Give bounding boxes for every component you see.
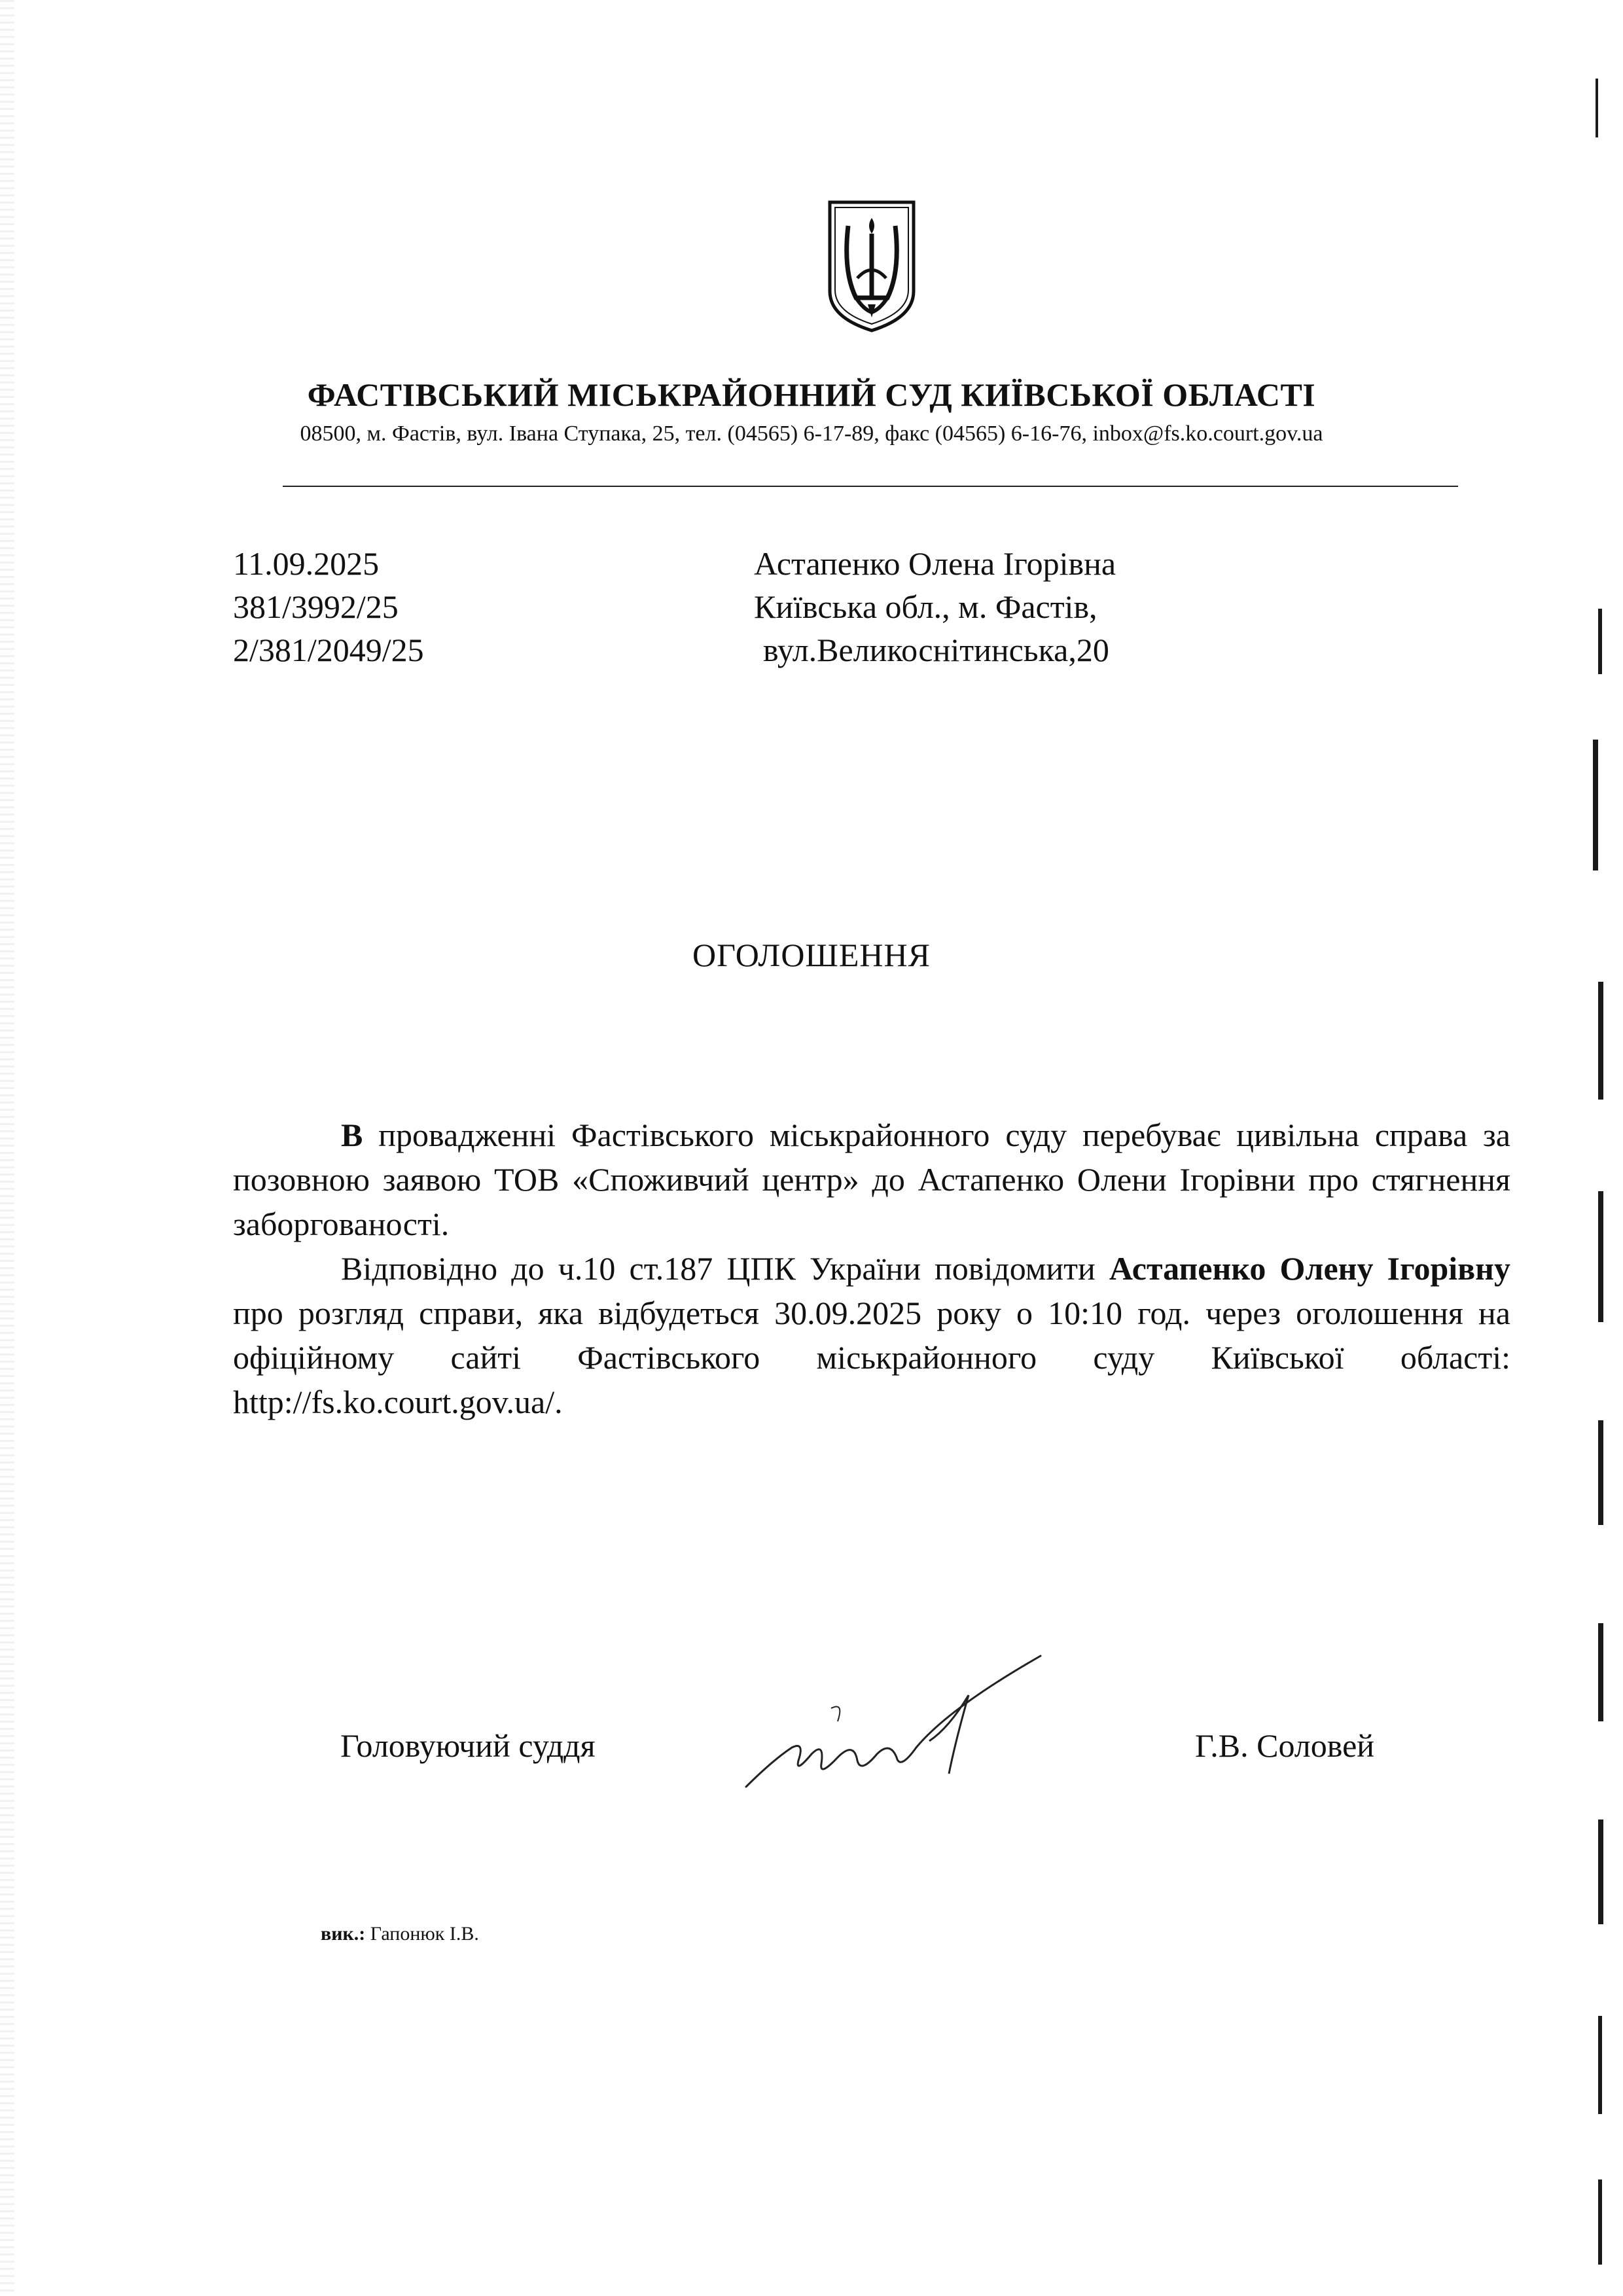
signatory-role: Головуючий суддя: [340, 1727, 596, 1764]
court-address: 08500, м. Фастів, вул. Івана Ступака, 25, тел. (04565) 6-17-89, факс (04565) 6-16-76, inbox@fs.ko.court.gov.ua: [300, 422, 1323, 446]
header-divider: [283, 486, 1458, 487]
paragraph-2: [233, 1246, 1510, 1424]
paragraph-1-text: провадженні Фастівського міськрайонного суду перебуває цивільна справа за позовною заявою ТОВ «Споживчий центр» до Астапенко Олени Ігорівни про стягнення заборгованості.: [233, 1117, 1510, 1242]
court-title: ФАСТІВСЬКИЙ МІСЬКРАЙОННИЙ СУД КИЇВСЬКОЇ ОБЛАСТІ: [307, 376, 1316, 413]
document-heading: ОГОЛОШЕННЯ: [692, 937, 931, 973]
paragraph-2-defendant: Астапенко Олену Ігорівну: [1109, 1250, 1510, 1287]
recipient-city: Київська обл., м. Фастів,: [754, 588, 1097, 625]
paragraph-2-text-before: Відповідно до ч.10 ст.187 ЦПК України повідомити: [341, 1250, 1109, 1287]
outgoing-number: 381/3992/25: [233, 588, 399, 625]
recipient-street: вул.Великоснітинська,20: [763, 632, 1109, 668]
recipient-name: Астапенко Олена Ігорівна: [754, 545, 1116, 582]
handwritten-signature: [733, 1649, 1060, 1800]
executor-line: [321, 1923, 479, 1945]
scan-edge-right: [1525, 0, 1623, 2296]
recipient-block: [754, 542, 1116, 672]
executor-label: вик.:: [321, 1923, 366, 1945]
document-meta: [233, 542, 424, 672]
paragraph-1-lead: В: [341, 1117, 363, 1153]
coat-of-arms-icon: [826, 200, 918, 334]
signatory-name: Г.В. Соловей: [1195, 1727, 1375, 1764]
case-number: 2/381/2049/25: [233, 632, 424, 668]
paragraph-2-text-after: про розгляд справи, яка відбудеться 30.09.2025 року о 10:10 год. через оголошення на офіційному сайті Фастівського міськрайонного суду Київської області: http://fs.ko.court.gov.ua/.: [233, 1295, 1510, 1420]
announcement-body: [233, 1113, 1510, 1424]
executor-name: Гапонюк І.В.: [365, 1923, 479, 1945]
document-date: 11.09.2025: [233, 545, 380, 582]
paragraph-1: [233, 1113, 1510, 1246]
scan-edge-left: [0, 0, 14, 2296]
